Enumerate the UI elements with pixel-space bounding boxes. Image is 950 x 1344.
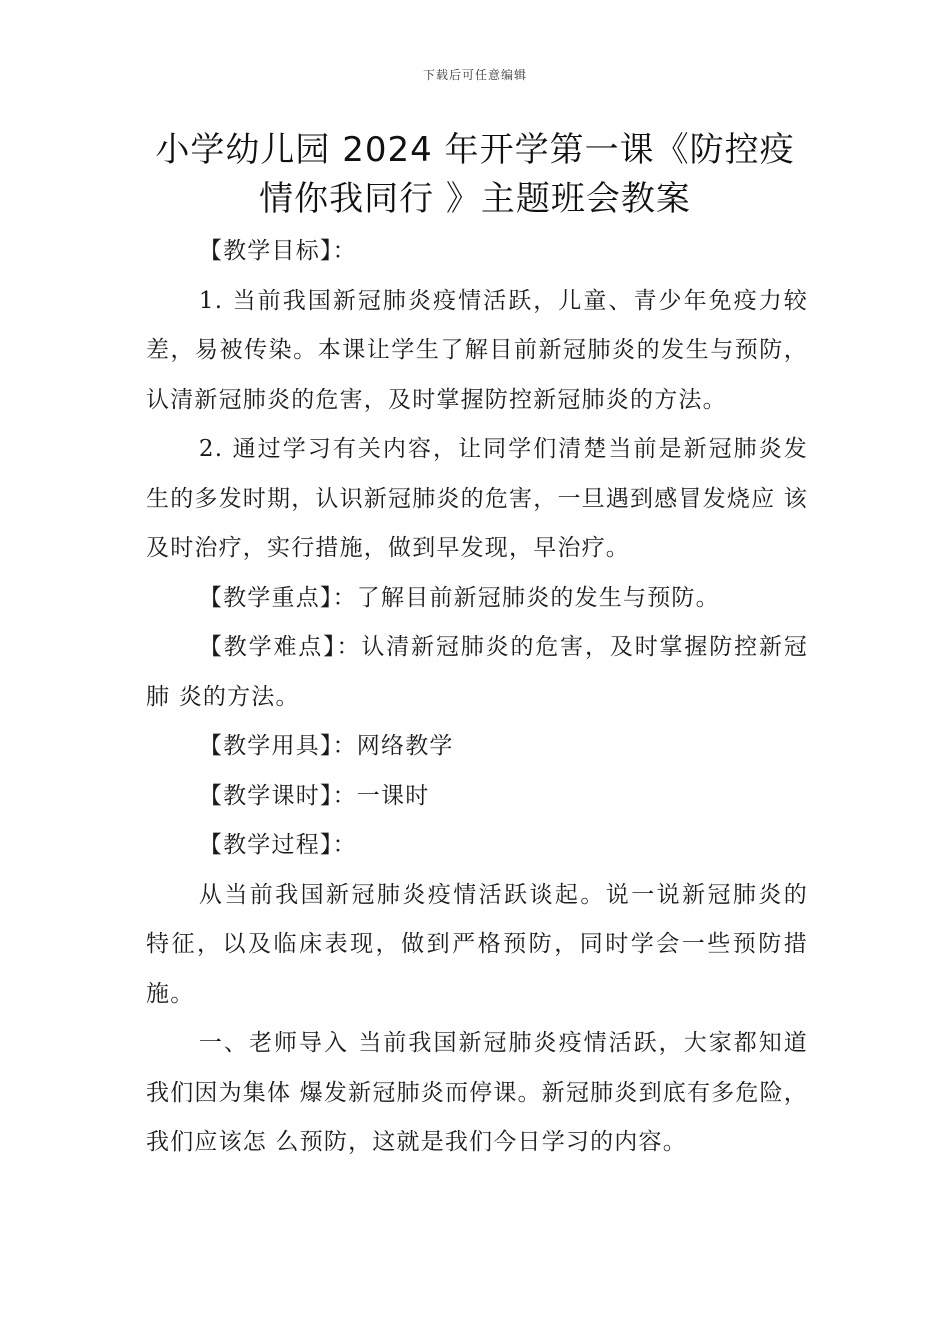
teaching-tools: 【教学用具】：网络教学 — [198, 733, 454, 759]
document-title — [140, 126, 810, 224]
teaching-goal-2: 2. 通过学习有关内容，让同学们清楚当前是新冠肺炎发 生的多发时期，认识新冠肺炎的危害，一旦遇到感冒发烧应 该及时治疗，实行措施，做到早发现，早治疗。 — [146, 436, 808, 561]
teacher-introduction: 一、老师导入 当前我国新冠肺炎疫情活跃，大家都知道我们因为集体 爆发新冠肺炎而停课。新冠肺炎到底有多危险，我们应该怎 么预防，这就是我们今日学习的内容。 — [146, 1030, 808, 1155]
title-line-1: 小学幼儿园 2024 年开学第一课《防控疫 — [155, 130, 795, 170]
teaching-goals-heading: 【教学目标】： — [198, 238, 357, 264]
teaching-duration: 【教学课时】：一课时 — [198, 782, 430, 809]
teaching-process-intro: 从当前我国新冠肺炎疫情活跃谈起。说一说新冠肺炎的 特征，以及临床表现，做到严格预防，同时学会一些预防措 施。 — [146, 881, 808, 1007]
teaching-difficulty: 【教学难点】：认清新冠肺炎的危害，及时掌握防控新冠肺 炎的方法。 — [146, 634, 808, 710]
title-line-2: 情你我同行 》主题班会教案 — [259, 179, 691, 219]
teaching-goal-1: 1. 当前我国新冠肺炎疫情活跃，儿童、青少年免疫力较 差，易被传染。本课让学生了解目前新冠肺炎的发生与预防， 认清新冠肺炎的危害，及时掌握防控新冠肺炎的方法。 — [146, 287, 808, 413]
document-body — [146, 227, 808, 1168]
header-note: 下载后可任意编辑 — [422, 68, 527, 82]
teaching-key-point: 【教学重点】：了解目前新冠肺炎的发生与预防。 — [198, 584, 720, 611]
teaching-process-heading: 【教学过程】： — [198, 832, 357, 858]
